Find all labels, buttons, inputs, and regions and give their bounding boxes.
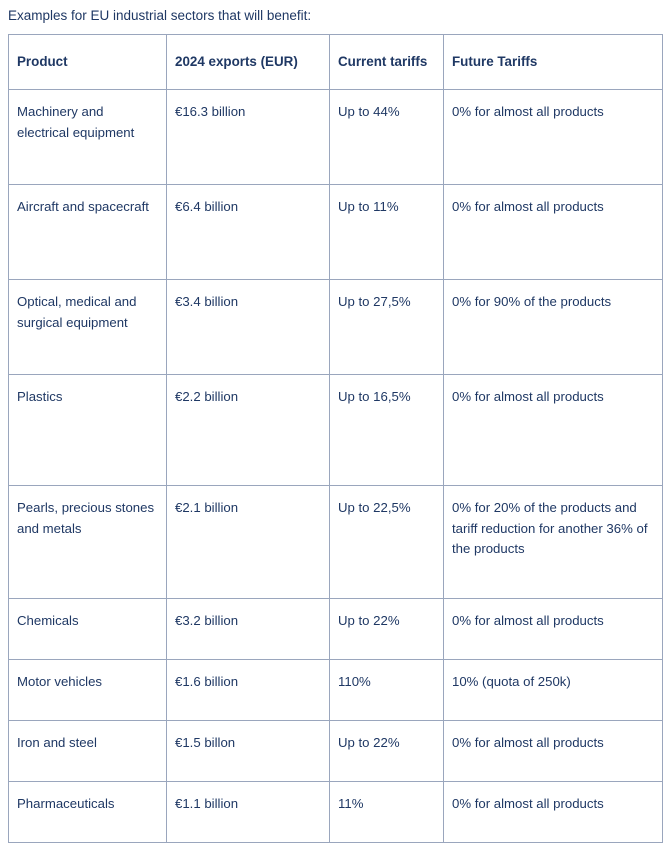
cell-exports: €3.2 billion bbox=[167, 599, 330, 660]
cell-current-tariffs: Up to 22% bbox=[330, 721, 444, 782]
eu-sectors-benefit-table bbox=[8, 34, 663, 843]
cell-exports: €3.4 billion bbox=[167, 280, 330, 375]
cell-product: Optical, medical and surgical equipment bbox=[9, 280, 167, 375]
table-row bbox=[9, 280, 663, 375]
column-header-product: Product bbox=[9, 34, 167, 90]
cell-current-tariffs: Up to 16,5% bbox=[330, 375, 444, 486]
cell-current-tariffs: Up to 44% bbox=[330, 90, 444, 185]
table-row bbox=[9, 782, 663, 843]
cell-exports: €1.6 billion bbox=[167, 660, 330, 721]
table-row bbox=[9, 599, 663, 660]
table-body bbox=[9, 90, 663, 843]
table-row bbox=[9, 721, 663, 782]
table-row bbox=[9, 660, 663, 721]
cell-future-tariffs: 0% for 20% of the products and tariff reduction for another 36% of the products bbox=[444, 486, 663, 599]
cell-exports: €1.1 billion bbox=[167, 782, 330, 843]
cell-current-tariffs: Up to 11% bbox=[330, 185, 444, 280]
cell-product: Pharmaceuticals bbox=[9, 782, 167, 843]
cell-product: Pearls, precious stones and metals bbox=[9, 486, 167, 599]
table-row bbox=[9, 90, 663, 185]
cell-future-tariffs: 0% for almost all products bbox=[444, 599, 663, 660]
column-header-exports: 2024 exports (EUR) bbox=[167, 34, 330, 90]
cell-product: Iron and steel bbox=[9, 721, 167, 782]
table-header-row bbox=[9, 34, 663, 90]
cell-future-tariffs: 0% for almost all products bbox=[444, 782, 663, 843]
cell-future-tariffs: 0% for almost all products bbox=[444, 90, 663, 185]
column-header-current-tariffs: Current tariffs bbox=[330, 34, 444, 90]
table-row bbox=[9, 185, 663, 280]
cell-future-tariffs: 0% for almost all products bbox=[444, 185, 663, 280]
cell-product: Plastics bbox=[9, 375, 167, 486]
cell-current-tariffs: Up to 22% bbox=[330, 599, 444, 660]
cell-current-tariffs: Up to 27,5% bbox=[330, 280, 444, 375]
cell-product: Motor vehicles bbox=[9, 660, 167, 721]
cell-future-tariffs: 0% for almost all products bbox=[444, 375, 663, 486]
cell-exports: €6.4 billion bbox=[167, 185, 330, 280]
table-row bbox=[9, 375, 663, 486]
cell-future-tariffs: 0% for almost all products bbox=[444, 721, 663, 782]
cell-exports: €1.5 billon bbox=[167, 721, 330, 782]
table-header bbox=[9, 34, 663, 90]
cell-future-tariffs: 10% (quota of 250k) bbox=[444, 660, 663, 721]
cell-current-tariffs: Up to 22,5% bbox=[330, 486, 444, 599]
column-header-future-tariffs: Future Tariffs bbox=[444, 34, 663, 90]
cell-exports: €2.1 billion bbox=[167, 486, 330, 599]
cell-exports: €16.3 billion bbox=[167, 90, 330, 185]
intro-text: Examples for EU industrial sectors that will benefit: bbox=[8, 8, 312, 23]
cell-product: Aircraft and spacecraft bbox=[9, 185, 167, 280]
cell-current-tariffs: 11% bbox=[330, 782, 444, 843]
table-row bbox=[9, 486, 663, 599]
cell-exports: €2.2 billion bbox=[167, 375, 330, 486]
cell-product: Machinery and electrical equipment bbox=[9, 90, 167, 185]
cell-current-tariffs: 110% bbox=[330, 660, 444, 721]
cell-future-tariffs: 0% for 90% of the products bbox=[444, 280, 663, 375]
cell-product: Chemicals bbox=[9, 599, 167, 660]
